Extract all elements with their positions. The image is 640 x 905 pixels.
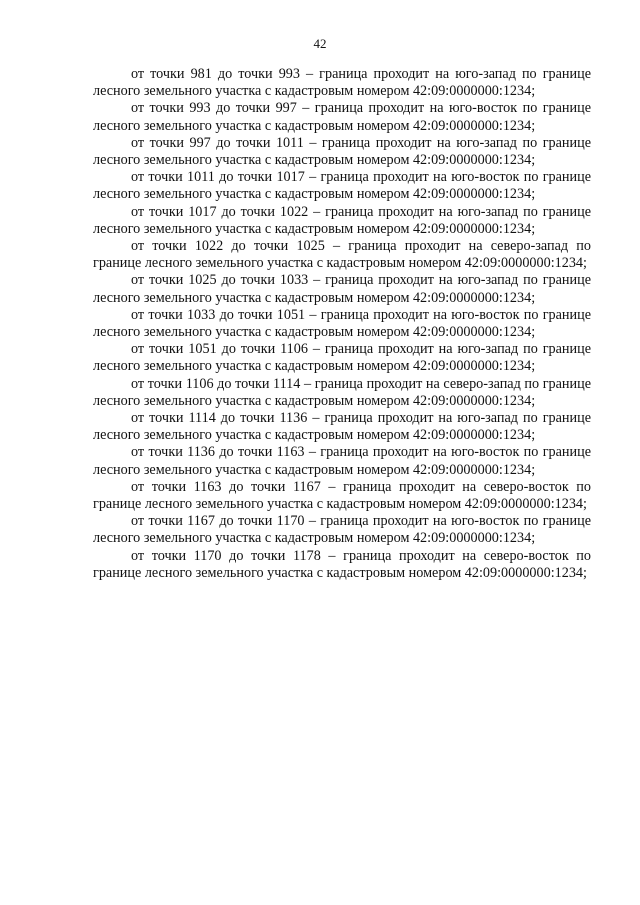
boundary-paragraph: от точки 1022 до точки 1025 – граница проходит на северо-запад по границе лесного земельного участка с кадастровым номером 42:09:0000000:1234; [93, 238, 591, 272]
boundary-paragraph: от точки 1114 до точки 1136 – граница проходит на юго-запад по границе лесного земельного участка с кадастровым номером 42:09:0000000:1234; [93, 410, 591, 444]
boundary-paragraph: от точки 1136 до точки 1163 – граница проходит на юго-восток по границе лесного земельного участка с кадастровым номером 42:09:0000000:1234; [93, 444, 591, 478]
boundary-paragraph: от точки 993 до точки 997 – граница проходит на юго-восток по границе лесного земельного участка с кадастровым номером 42:09:0000000:1234; [93, 100, 591, 134]
boundary-paragraph: от точки 1025 до точки 1033 – граница проходит на юго-запад по границе лесного земельного участка с кадастровым номером 42:09:0000000:1234; [93, 272, 591, 306]
document-body [93, 66, 591, 582]
boundary-paragraph: от точки 1011 до точки 1017 – граница проходит на юго-восток по границе лесного земельного участка с кадастровым номером 42:09:0000000:1234; [93, 169, 591, 203]
boundary-paragraph: от точки 1017 до точки 1022 – граница проходит на юго-запад по границе лесного земельного участка с кадастровым номером 42:09:0000000:1234; [93, 203, 591, 237]
boundary-paragraph: от точки 1170 до точки 1178 – граница проходит на северо-восток по границе лесного земельного участка с кадастровым номером 42:09:0000000:1234; [93, 547, 591, 581]
boundary-paragraph: от точки 1033 до точки 1051 – граница проходит на юго-восток по границе лесного земельного участка с кадастровым номером 42:09:0000000:1234; [93, 306, 591, 341]
boundary-paragraph: от точки 1106 до точки 1114 – граница проходит на северо-запад по границе лесного земельного участка с кадастровым номером 42:09:0000000:1234; [93, 375, 591, 409]
page-number: 42 [313, 36, 327, 51]
boundary-paragraph: от точки 1051 до точки 1106 – граница проходит на юго-запад по границе лесного земельного участка с кадастровым номером 42:09:0000000:1234; [93, 341, 591, 375]
boundary-paragraph: от точки 997 до точки 1011 – граница проходит на юго-запад по границе лесного земельного участка с кадастровым номером 42:09:0000000:1234; [93, 134, 591, 169]
boundary-paragraph: от точки 1163 до точки 1167 – граница проходит на северо-восток по границе лесного земельного участка с кадастровым номером 42:09:0000000:1234; [93, 478, 591, 513]
boundary-paragraph: от точки 1167 до точки 1170 – граница проходит на юго-восток по границе лесного земельного участка с кадастровым номером 42:09:0000000:1234; [93, 513, 591, 547]
boundary-paragraph: от точки 981 до точки 993 – граница проходит на юго-запад по границе лесного земельного участка с кадастровым номером 42:09:0000000:1234; [93, 66, 591, 100]
